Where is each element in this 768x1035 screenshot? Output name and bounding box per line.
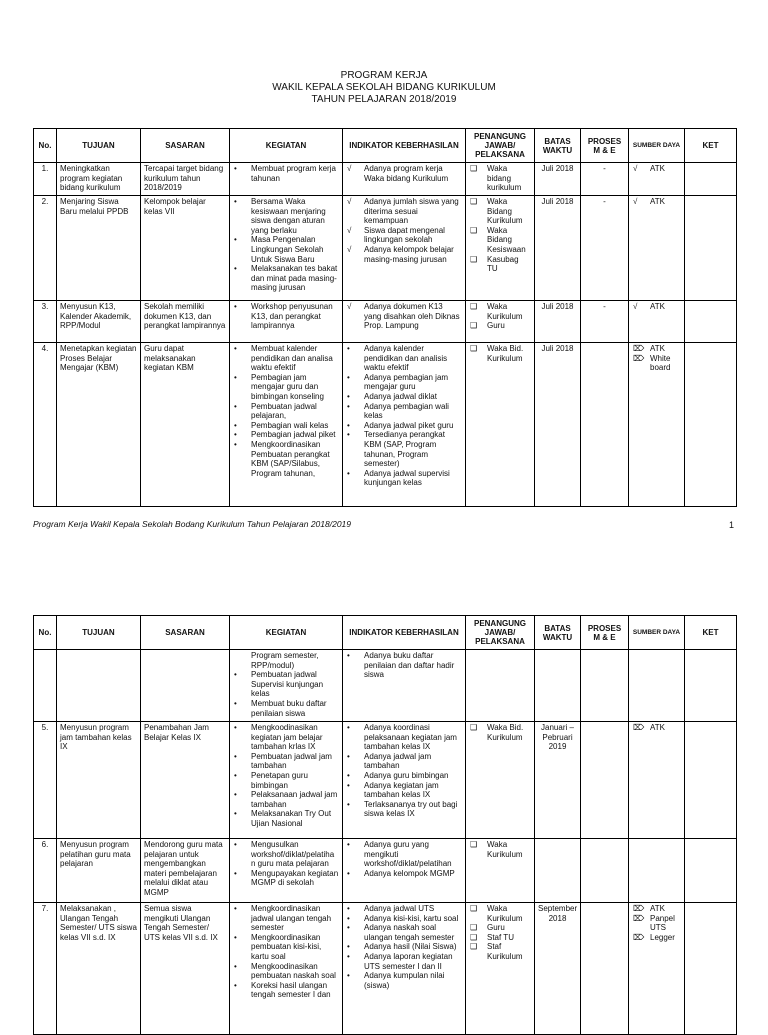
indikator-cell [343, 903, 466, 1035]
list-item: √ Adanya dokumen K13 yang disahkan oleh Diknas Prop. Lampung [347, 302, 460, 331]
indikator-list [346, 723, 462, 819]
list-item: ❑ Staf Kurikulum [470, 942, 523, 961]
sasaran-cell [141, 650, 230, 722]
footer-text: Program Kerja Wakil Kepala Sekolah Bodang Kurikulum Tahun Pelajaran 2018/2019 [33, 519, 352, 529]
col-penanggung-jawab-header: PENANGUNG JAWAB/ PELAKSANA [466, 616, 535, 650]
sasaran-cell: Kelompok belajar kelas VII [141, 196, 230, 301]
bullet-icon: ❑ [470, 923, 478, 933]
bullet-icon: • [234, 961, 237, 971]
bullet-icon: √ [633, 197, 638, 206]
bullet-icon: • [347, 770, 350, 780]
list-item: ❑ Kasubag TU [470, 254, 519, 274]
col-penanggung-jawab-header: PENANGUNG JAWAB/ PELAKSANA [466, 129, 535, 163]
ket-cell [685, 301, 737, 343]
bullet-icon: ❑ [470, 254, 478, 264]
bullet-icon: ❑ [470, 344, 478, 353]
bullet-icon: ❑ [470, 321, 478, 331]
penanggung-jawab-list [469, 164, 531, 193]
bullet-icon: • [234, 751, 237, 761]
table-row [34, 903, 737, 1035]
bullet-icon: ❑ [470, 932, 478, 942]
document-title [0, 70, 768, 106]
tujuan-cell: Melaksanakan , Ulangan Tengah Semester/ UTS siswa kelas VII s.d. IX [57, 903, 141, 1035]
row-number: 3. [34, 301, 57, 343]
bullet-icon: • [234, 723, 237, 732]
bullet-icon: ❑ [470, 302, 478, 311]
bullet-icon: √ [347, 302, 352, 311]
penanggung-jawab-list [469, 723, 531, 742]
bullet-icon: • [234, 264, 237, 274]
sasaran-cell: Sekolah memiliki dokumen K13, dan perangkat lampirannya [141, 301, 230, 343]
tujuan-cell: Menjaring Siswa Baru melalui PPDB [57, 196, 141, 301]
bullet-icon: • [234, 809, 237, 819]
list-item: • Pembuatan jadwal pelajaran, [234, 401, 317, 421]
list-item: • Adanya buku daftar penilaian dan daftar hadir siswa [347, 651, 455, 680]
bullet-icon: • [347, 372, 350, 382]
list-item: • Adanya pembagian jam mengajar guru [347, 372, 449, 392]
bullet-icon: ❑ [470, 197, 478, 206]
penanggung-jawab-cell [466, 903, 535, 1035]
table-row [34, 301, 737, 343]
col-batas-waktu-header: BATAS WAKTU [535, 129, 581, 163]
list-item: ❑ Staf TU [470, 932, 514, 942]
sasaran-cell: Penambahan Jam Belajar Kelas IX [141, 722, 230, 839]
list-item: • Melaksanakan Try Out Ujian Nasional [234, 809, 332, 828]
batas-waktu-cell [535, 839, 581, 903]
ket-cell [685, 722, 737, 839]
list-item: • Adanya hasil (Nilai Siswa) [347, 942, 457, 952]
col-batas-waktu-header: BATAS WAKTU [535, 616, 581, 650]
bullet-icon: • [234, 235, 237, 245]
tujuan-cell: Menetapkan kegiatan Proses Belajar Mengajar (KBM) [57, 343, 141, 507]
batas-waktu-cell: Juli 2018 [535, 343, 581, 507]
list-item: • Mengkoordinasikan Pembuatan perangkat KBM (SAP/Silabus, Program tahunan, [234, 439, 330, 478]
list-item: ❑ Guru [470, 321, 505, 331]
row-number: 7. [34, 903, 57, 1035]
bullet-icon: √ [347, 197, 352, 206]
kegiatan-list [233, 302, 339, 331]
penanggung-jawab-cell [466, 301, 535, 343]
list-item: √ Adanya program kerja Waka bidang Kurikulum [347, 164, 449, 183]
bullet-icon: • [347, 344, 350, 353]
list-item: • Mengkoordinasikan jadwal ulangan tengah semester [234, 904, 332, 933]
row-number: 4. [34, 343, 57, 507]
list-item: • Adanya naskah soal ulangan tengah semester [347, 923, 455, 942]
indikator-cell [343, 839, 466, 903]
sumber-daya-list [632, 344, 681, 373]
list-item: • Pembuatan jadwal Supervisi kunjungan kelas [234, 670, 324, 699]
list-item: ❑ Waka Kurikulum [470, 904, 523, 923]
indikator-cell [343, 722, 466, 839]
list-item: ❑ Waka Bidang Kesiswaan [470, 225, 526, 254]
list-item: • Adanya jadwal diklat [347, 391, 437, 401]
list-item: • Adanya jadwal UTS [347, 904, 435, 913]
list-item: √ ATK [633, 164, 665, 173]
bullet-icon: • [234, 164, 237, 173]
kegiatan-list [233, 670, 339, 718]
list-item: • Mengkoodinasikan pembuatan naskah soal [234, 961, 336, 981]
bullet-icon: • [347, 971, 350, 981]
penanggung-jawab-cell [466, 839, 535, 903]
sasaran-cell: Semua siswa mengikuti Ulangan Tengah Semester/ UTS kelas VII s.d. IX [141, 903, 230, 1035]
list-item: • Mengkoodinasikan kegiatan jam belajar tambahan krlas IX [234, 723, 323, 752]
list-item: • Adanya kisi-kisi, kartu soal [347, 913, 459, 923]
col-sasaran-header: SASARAN [141, 616, 230, 650]
batas-waktu-cell: September 2018 [535, 903, 581, 1035]
penanggung-jawab-cell [466, 343, 535, 507]
kegiatan-cell [230, 196, 343, 301]
col-indikator-header: INDIKATOR KEBERHASILAN [343, 616, 466, 650]
batas-waktu-cell: Juli 2018 [535, 301, 581, 343]
list-item: ⌦ ATK [633, 344, 665, 353]
sumber-daya-cell [629, 839, 685, 903]
list-item: • Pembuatan jadwal jam tambahan [234, 751, 332, 771]
bullet-icon: • [234, 932, 237, 942]
tujuan-cell [57, 650, 141, 722]
col-kegiatan-header: KEGIATAN [230, 616, 343, 650]
indikator-list [346, 164, 462, 183]
indikator-list [346, 197, 462, 264]
bullet-icon: • [234, 302, 237, 311]
list-item: • Mengusulkan workshof/diklat/pelatiha n guru mata pelajaran [234, 840, 335, 869]
col-sumber-daya-header: SUMBER DAYA [629, 129, 685, 163]
indikator-list [346, 840, 462, 878]
bullet-icon: • [234, 670, 237, 680]
title-line-1: PROGRAM KERJA [340, 70, 428, 81]
indikator-list [346, 904, 462, 990]
bullet-icon: • [347, 780, 350, 790]
list-item: √ Adanya jumlah siswa yang diterima sesuai kemampuan [347, 197, 459, 226]
indikator-list [346, 302, 462, 331]
bullet-icon: • [347, 391, 350, 401]
col-ket-header: KET [685, 616, 737, 650]
sumber-daya-list [632, 197, 681, 207]
bullet-icon: • [347, 799, 350, 809]
proses-cell [581, 903, 629, 1035]
sumber-daya-cell [629, 722, 685, 839]
penanggung-jawab-cell [466, 650, 535, 722]
row-number: 1. [34, 163, 57, 196]
list-item: • Melaksanakan tes bakat dan minat pada masing-masing jurusan [234, 264, 338, 293]
kegiatan-list [233, 197, 339, 293]
bullet-icon: • [347, 723, 350, 732]
bullet-icon: • [234, 840, 237, 849]
list-item: ⌦ Panpel UTS [633, 913, 675, 933]
list-item: ⌦ White board [633, 353, 671, 373]
list-item: ❑ Waka Kurikulum [470, 840, 523, 859]
list-item: √ Siswa dapat mengenal lingkungan sekolah [347, 225, 445, 245]
list-item: ❑ Guru [470, 923, 505, 933]
proses-cell [581, 839, 629, 903]
indikator-cell [343, 650, 466, 722]
bullet-icon: • [347, 913, 350, 923]
proses-cell: - [581, 301, 629, 343]
bullet-icon: • [347, 951, 350, 961]
bullet-icon: √ [633, 302, 638, 311]
penanggung-jawab-list [469, 344, 531, 363]
list-item: • Masa Pengenalan Lingkungan Sekolah Untuk Siswa Baru [234, 235, 324, 264]
kegiatan-cell [230, 722, 343, 839]
bullet-icon: • [347, 751, 350, 761]
kegiatan-list [233, 723, 339, 829]
kegiatan-cell [230, 163, 343, 196]
bullet-icon: • [347, 420, 350, 430]
list-item: • Mengupayakan kegiatan MGMP di sekolah [234, 868, 339, 888]
ket-cell [685, 163, 737, 196]
kegiatan-cell [230, 650, 343, 722]
bullet-icon: • [234, 904, 237, 913]
list-item: • Adanya kelompok MGMP [347, 868, 455, 878]
bullet-icon: • [234, 790, 237, 800]
indikator-cell [343, 343, 466, 507]
list-item: • Mengkoordinasikan pembuatan kisi-kisi, kartu soal [234, 932, 322, 961]
bullet-icon: • [234, 439, 237, 449]
col-indikator-header: INDIKATOR KEBERHASILAN [343, 129, 466, 163]
list-item: ⌦ ATK [633, 904, 665, 913]
col-ket-header: KET [685, 129, 737, 163]
list-item: • Adanya kegiatan jam tambahan kelas IX [347, 780, 439, 800]
bullet-icon: • [234, 770, 237, 780]
bullet-icon: ❑ [470, 904, 478, 913]
list-item: √ Adanya kelompok belajar masing-masing jurusan [347, 244, 454, 264]
penanggung-jawab-cell [466, 196, 535, 301]
bullet-icon: • [234, 344, 237, 353]
indikator-list [346, 344, 462, 488]
ket-cell [685, 343, 737, 507]
table-row [34, 839, 737, 903]
proses-cell: - [581, 196, 629, 301]
list-item: • Adanya pembagian wali kelas [347, 401, 449, 421]
list-item: ⌦ ATK [633, 723, 665, 732]
sumber-daya-list [632, 723, 681, 733]
sasaran-cell: Mendorong guru mata pelajaran untuk mengembangkan materi pembelajaran melalui diklat atau MGMP [141, 839, 230, 903]
table-row [34, 196, 737, 301]
bullet-icon: • [347, 904, 350, 913]
list-item: • Adanya guru bimbingan [347, 770, 449, 780]
program-table-page-1 [33, 128, 737, 507]
sumber-daya-cell [629, 163, 685, 196]
list-item: • Workshop penyusunan K13, dan perangkat lampirannya [234, 302, 333, 331]
indikator-cell [343, 196, 466, 301]
proses-cell: - [581, 163, 629, 196]
penanggung-jawab-list [469, 197, 531, 274]
bullet-icon: • [234, 698, 237, 708]
table-row [34, 650, 737, 722]
kegiatan-cell [230, 839, 343, 903]
list-item: • Adanya guru yang mengikuti workshof/diklat/pelatihan [347, 840, 452, 869]
bullet-icon: • [347, 868, 350, 878]
sumber-daya-cell [629, 903, 685, 1035]
list-item: ❑ Waka Bid. Kurikulum [470, 723, 524, 742]
bullet-icon: ❑ [470, 225, 478, 235]
bullet-icon: ❑ [470, 942, 478, 952]
list-item: • Adanya jadwal supervisi kunjungan kelas [347, 468, 450, 488]
kegiatan-continued-text: Program semester, RPP/modul) [251, 651, 319, 670]
kegiatan-cell [230, 343, 343, 507]
col-sasaran-header: SASARAN [141, 129, 230, 163]
list-item: • Pembagian jadwal piket [234, 430, 336, 440]
kegiatan-cell [230, 903, 343, 1035]
col-no-header: No. [34, 129, 57, 163]
bullet-icon: √ [347, 225, 352, 235]
bullet-icon: ⌦ [633, 353, 645, 363]
list-item: • Adanya laporan kegiatan UTS semester I dan II [347, 951, 453, 971]
list-item: ❑ Waka Bid. Kurikulum [470, 344, 524, 363]
bullet-icon: • [347, 468, 350, 478]
col-proses-header: PROSES M & E [581, 129, 629, 163]
sumber-daya-cell [629, 196, 685, 301]
penanggung-jawab-list [469, 904, 531, 962]
tujuan-cell: Meningkatkan program kegiatan bidang kurikulum [57, 163, 141, 196]
list-item: • Adanya koordinasi pelaksanaan kegiatan jam tambahan kelas IX [347, 723, 457, 752]
col-tujuan-header: TUJUAN [57, 616, 141, 650]
proses-cell [581, 722, 629, 839]
tujuan-cell: Menyusun program jam tambahan kelas IX [57, 722, 141, 839]
bullet-icon: √ [347, 164, 352, 173]
list-item: • Terlaksananya try out bagi siswa kelas IX [347, 799, 458, 819]
proses-cell [581, 343, 629, 507]
bullet-icon: ⌦ [633, 344, 645, 353]
bullet-icon: ❑ [470, 723, 478, 732]
list-item: ❑ Waka bidang kurikulum [470, 164, 522, 193]
ket-cell [685, 903, 737, 1035]
title-line-3: TAHUN PELAJARAN 2018/2019 [311, 94, 457, 105]
proses-cell [581, 650, 629, 722]
row-number [34, 650, 57, 722]
bullet-icon: √ [633, 164, 638, 173]
list-item: ❑ Waka Bidang Kurikulum [470, 197, 523, 226]
bullet-icon: √ [347, 244, 352, 254]
bullet-icon: • [234, 980, 237, 990]
list-item: ⌦ Legger [633, 932, 675, 942]
bullet-icon: • [234, 401, 237, 411]
penanggung-jawab-cell [466, 163, 535, 196]
indikator-list [346, 651, 462, 680]
sumber-daya-cell [629, 301, 685, 343]
title-line-2: WAKIL KEPALA SEKOLAH BIDANG KURIKULUM [272, 82, 496, 93]
bullet-icon: • [234, 430, 237, 440]
bullet-icon: • [234, 197, 237, 206]
bullet-icon: ❑ [470, 164, 478, 173]
row-number: 5. [34, 722, 57, 839]
list-item: • Adanya kumpulan nilai (siswa) [347, 971, 445, 990]
list-item: • Pelaksanaan jadwal jam tambahan [234, 790, 338, 809]
sumber-daya-list [632, 302, 681, 312]
list-item: • Adanya jadwal piket guru [347, 420, 454, 430]
sumber-daya-cell [629, 343, 685, 507]
col-kegiatan-header: KEGIATAN [230, 129, 343, 163]
penanggung-jawab-list [469, 302, 531, 331]
kegiatan-list [233, 344, 339, 478]
list-item: • Pembagian jam mengajar guru dan bimbingan konseling [234, 372, 324, 401]
kegiatan-list [233, 840, 339, 888]
tujuan-cell: Menyusun K13, Kalender Akademik, RPP/Modul [57, 301, 141, 343]
table-row [34, 343, 737, 507]
list-item: • Koreksi hasil ulangan tengah semester I dan [234, 980, 331, 1000]
sumber-daya-cell [629, 650, 685, 722]
list-item: • Bersama Waka kesiswaan menjaring siswa dengan aturan yang berlaku [234, 197, 326, 235]
page-gap [0, 552, 768, 578]
bullet-icon: • [347, 430, 350, 440]
bullet-icon: • [234, 420, 237, 430]
list-item: • Adanya kalender pendidikan dan analisis waktu efektif [347, 344, 448, 373]
list-item: • Membuat program kerja tahunan [234, 164, 336, 183]
col-tujuan-header: TUJUAN [57, 129, 141, 163]
ket-cell [685, 839, 737, 903]
table-row [34, 163, 737, 196]
sasaran-cell: Tercapai target bidang kurikulum tahun 2018/2019 [141, 163, 230, 196]
bullet-icon: ⌦ [633, 723, 645, 732]
list-item: √ ATK [633, 197, 665, 206]
bullet-icon: ❑ [470, 840, 478, 849]
page-number: 1 [728, 520, 734, 530]
bullet-icon: • [347, 840, 350, 849]
bullet-icon: • [347, 942, 350, 952]
ket-cell [685, 196, 737, 301]
list-item: • Membuat kalender pendidikan dan analisa waktu efektif [234, 344, 333, 373]
row-number: 6. [34, 839, 57, 903]
bullet-icon: • [234, 372, 237, 382]
sumber-daya-list [632, 904, 681, 942]
list-item: • Tersedianya perangkat KBM (SAP, Program tahunan, Program semester) [347, 430, 445, 469]
kegiatan-list [233, 164, 339, 183]
bullet-icon: ⌦ [633, 904, 645, 913]
batas-waktu-cell: Januari – Pebruari 2019 [535, 722, 581, 839]
ket-cell [685, 650, 737, 722]
bullet-icon: • [234, 868, 237, 878]
list-item: • Penetapan guru bimbingan [234, 770, 308, 790]
sumber-daya-list [632, 164, 681, 174]
col-proses-header: PROSES M & E [581, 616, 629, 650]
document-page-2 [0, 578, 768, 1024]
sasaran-cell: Guru dapat melaksanakan kegiatan KBM [141, 343, 230, 507]
bullet-icon: • [347, 401, 350, 411]
col-no-header: No. [34, 616, 57, 650]
bullet-icon: • [347, 651, 350, 660]
list-item: • Membuat buku daftar penilaian siswa [234, 698, 327, 718]
col-sumber-daya-header: SUMBER DAYA [629, 616, 685, 650]
batas-waktu-cell: Juli 2018 [535, 196, 581, 301]
indikator-cell [343, 301, 466, 343]
batas-waktu-cell [535, 650, 581, 722]
list-item: √ ATK [633, 302, 665, 311]
penanggung-jawab-cell [466, 722, 535, 839]
bullet-icon: • [347, 923, 350, 933]
penanggung-jawab-list [469, 840, 531, 859]
list-item: • Adanya jadwal jam tambahan [347, 751, 432, 771]
kegiatan-list [233, 904, 339, 1000]
bullet-icon: ⌦ [633, 913, 645, 923]
table-row [34, 722, 737, 839]
bullet-icon: ⌦ [633, 932, 645, 942]
list-item: ❑ Waka Kurikulum [470, 302, 523, 321]
program-table-page-2 [33, 615, 737, 1035]
indikator-cell [343, 163, 466, 196]
tujuan-cell: Menyusun program pelatihan guru mata pelajaran [57, 839, 141, 903]
kegiatan-cell [230, 301, 343, 343]
row-number: 2. [34, 196, 57, 301]
list-item: • Pembagian wali kelas [234, 420, 329, 430]
batas-waktu-cell: Juli 2018 [535, 163, 581, 196]
